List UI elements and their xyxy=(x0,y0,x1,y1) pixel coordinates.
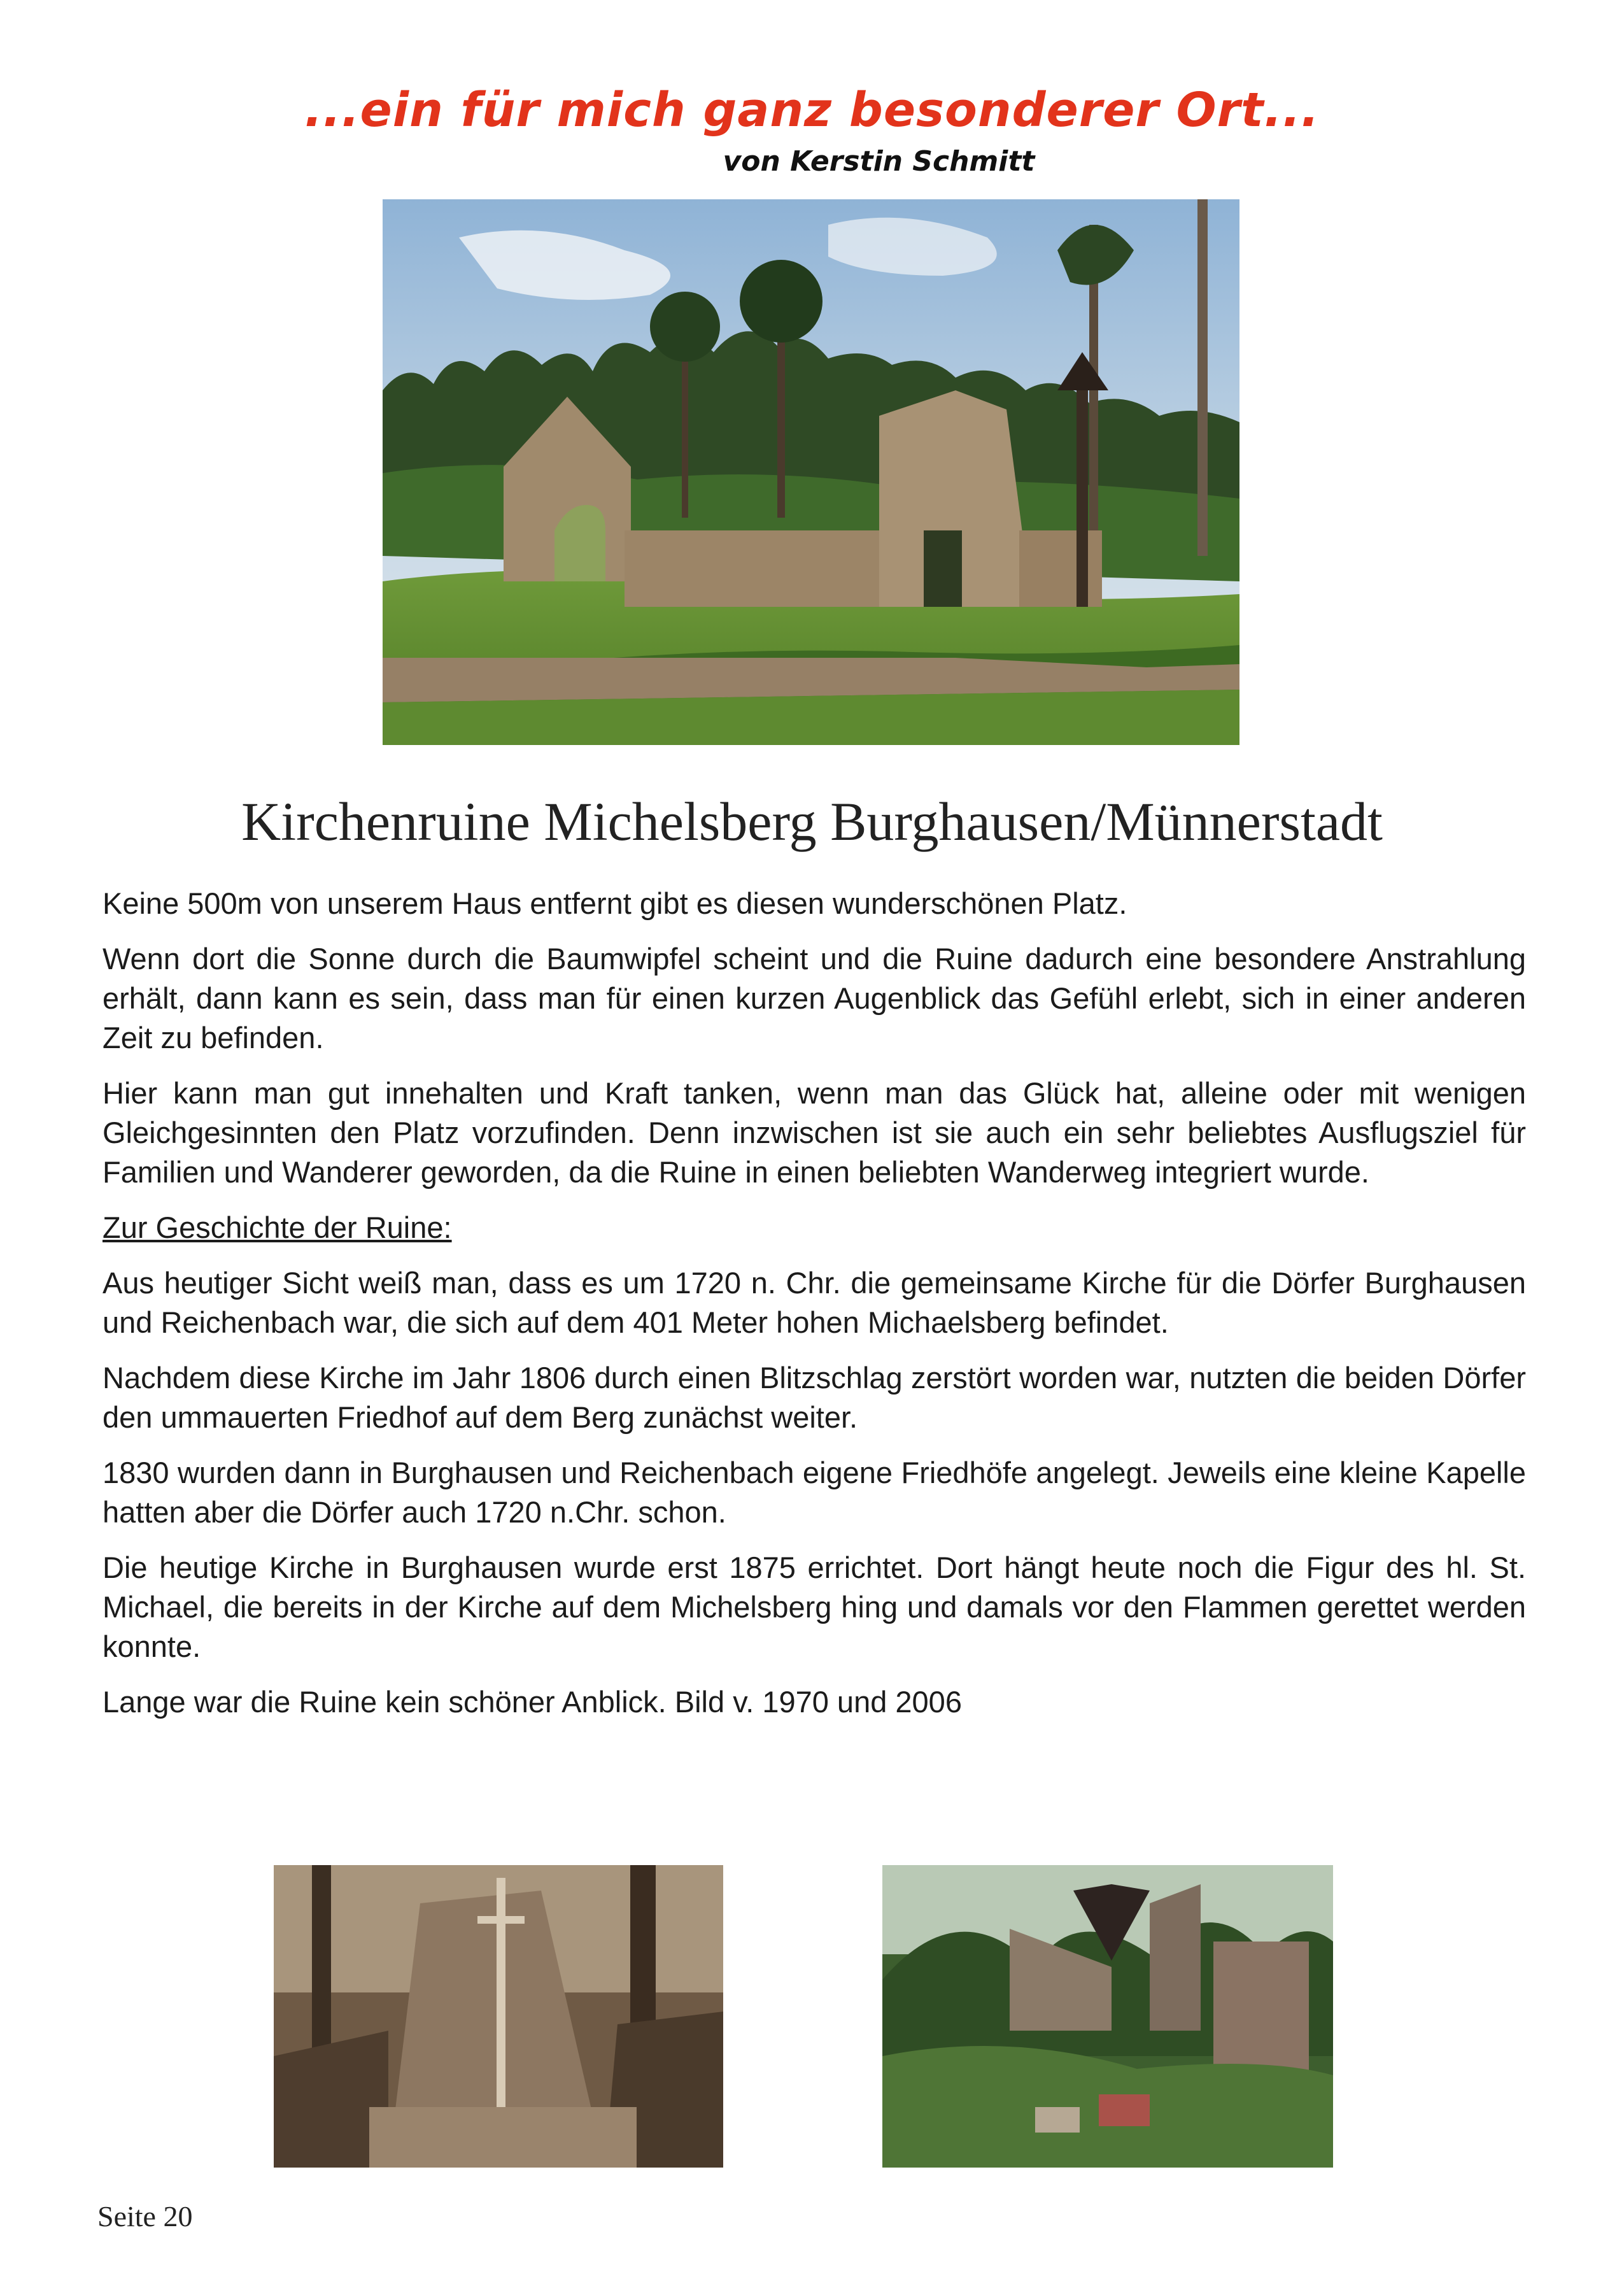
ruin-photo-1970 xyxy=(274,1865,723,2168)
ruin-photo-2006 xyxy=(882,1865,1333,2168)
article-title: Kirchenruine Michelsberg Burghausen/Münnerstadt xyxy=(241,791,1383,852)
church-ruin-photo xyxy=(383,199,1239,745)
feature-title: ...ein für mich ganz besonderer Ort... xyxy=(304,83,1320,138)
paragraph: Lange war die Ruine kein schöner Anblick. Bild v. 1970 und 2006 xyxy=(102,1685,962,1719)
page-number: Seite 20 xyxy=(97,2200,193,2233)
paragraph: Keine 500m von unserem Haus entfernt gibt es diesen wunderschönen Platz. xyxy=(102,886,1127,920)
section-heading: Zur Geschichte der Ruine: xyxy=(102,1210,452,1244)
author-line: von Kerstin Schmitt xyxy=(723,145,1035,178)
paragraph: 1830 wurden dann in Burghausen und Reichenbach eigene Friedhöfe angelegt. Jeweils eine kleine Kapelle hatten aber die Dörfer auch 1720 n.Chr. schon. xyxy=(102,1456,1526,1529)
paragraph: Aus heutiger Sicht weiß man, dass es um 1720 n. Chr. die gemeinsame Kirche für die Dörfer Burghausen und Reichenbach war, die sich auf dem 401 Meter hohen Michaelsberg befindet. xyxy=(102,1266,1526,1339)
article-body xyxy=(102,884,1526,1738)
paragraph: Hier kann man gut innehalten und Kraft tanken, wenn man das Glück hat, alleine oder mit wenigen Gleichgesinnten den Platz vorzufinden. Denn inzwischen ist sie auch ein sehr beliebtes Ausflugsziel für Familien und Wanderer geworden, da die Ruine in einen beliebten Wanderweg integriert wurde. xyxy=(102,1076,1526,1189)
paragraph: Die heutige Kirche in Burghausen wurde erst 1875 errichtet. Dort hängt heute noch die Figur des hl. St. Michael, die bereits in der Kirche auf dem Michelsberg hing und damals vor den Flammen gerettet werden konnte. xyxy=(102,1551,1526,1663)
paragraph: Wenn dort die Sonne durch die Baumwipfel scheint und die Ruine dadurch eine besondere Anstrahlung erhält, dann kann es sein, dass man für einen kurzen Augenblick das Gefühl erlebt, sich in einer anderen Zeit zu befinden. xyxy=(102,942,1526,1054)
paragraph: Nachdem diese Kirche im Jahr 1806 durch einen Blitzschlag zerstört worden war, nutzten die beiden Dörfer den ummauerten Friedhof auf dem Berg zunächst weiter. xyxy=(102,1361,1526,1434)
